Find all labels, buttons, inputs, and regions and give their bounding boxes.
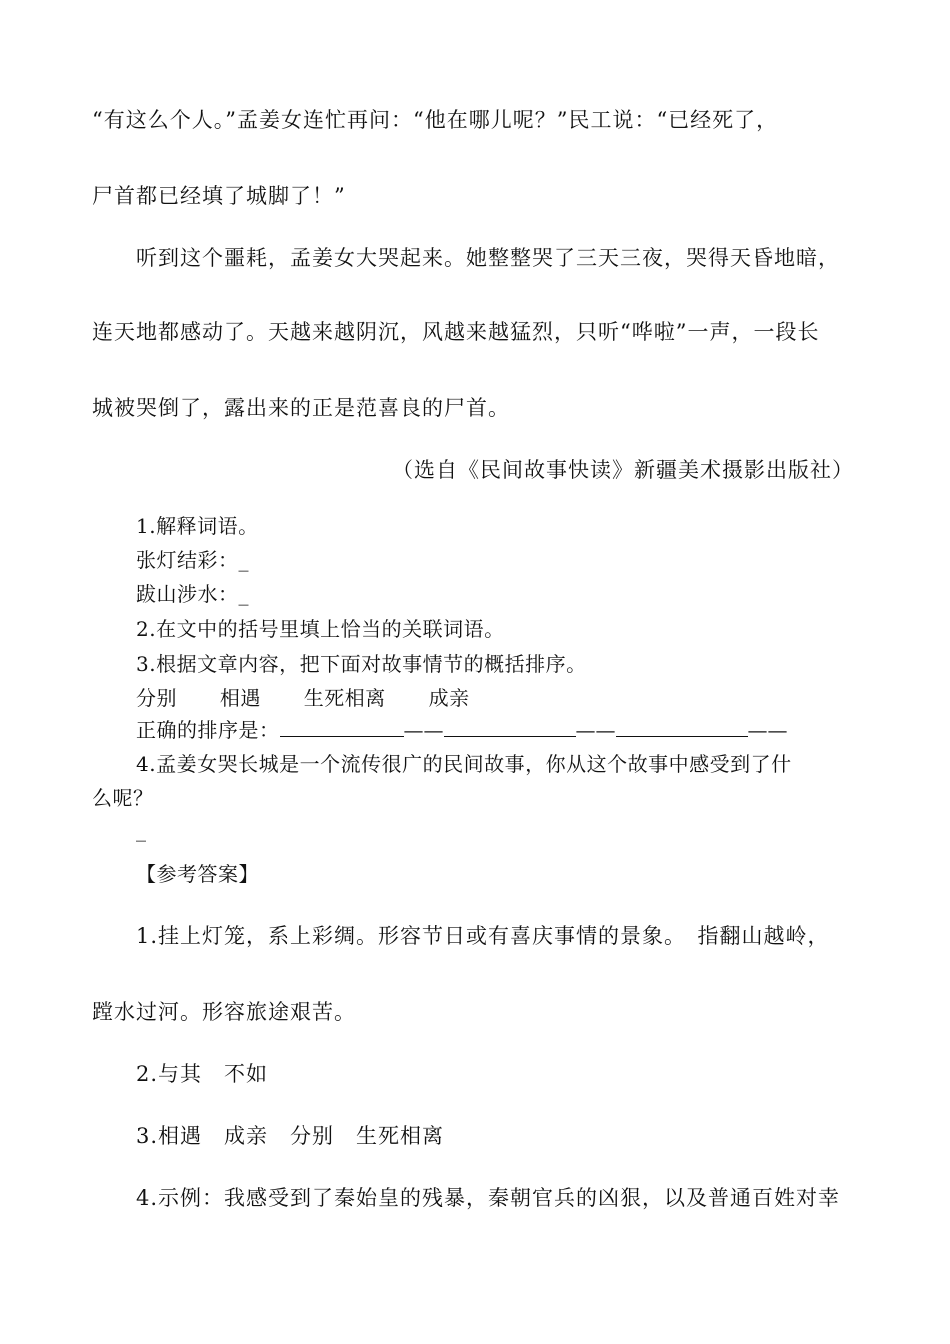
question-2: 2.在文中的括号里填上恰当的关联词语。 <box>136 617 505 641</box>
question-3: 3.根据文章内容，把下面对故事情节的概括排序。 <box>136 652 587 676</box>
option-1: 分别 <box>136 686 177 710</box>
question-1-item-b: 跋山涉水：_ <box>136 582 249 606</box>
question-1-title: 1.解释词语。 <box>136 514 259 538</box>
question-1-item-a: 张灯结彩：_ <box>136 548 249 572</box>
option-2: 相遇 <box>219 686 261 710</box>
option-4: 成亲 <box>428 686 470 710</box>
answer-4-line-1: 4.示例：我感受到了秦始皇的残暴，秦朝官兵的凶狠，以及普通百姓对幸 <box>136 1186 841 1210</box>
story-paragraph-2-line-2: 连天地都感动了。天越来越阴沉，风越来越猛烈，只听“哗啦”一声，一段长 <box>92 320 820 344</box>
story-paragraph-1-line-2: 尸首都已经填了城脚了！” <box>92 184 346 208</box>
order-blank-3[interactable] <box>616 718 748 737</box>
answer-1-line-2: 蹚水过河。形容旅途艰苦。 <box>92 1000 356 1024</box>
order-dash-1: —— <box>403 718 444 742</box>
source-citation: （选自《民间故事快读》新疆美术摄影出版社） <box>392 458 854 482</box>
answer-2: 2.与其 不如 <box>136 1062 269 1086</box>
question-3-answer-row <box>136 714 788 743</box>
answer-1-line-1: 1.挂上灯笼，系上彩绸。形容节日或有喜庆事情的景象。 指翻山越岭， <box>136 924 830 948</box>
order-prompt: 正确的排序是： <box>136 718 280 742</box>
answers-title: 【参考答案】 <box>136 862 259 886</box>
order-blank-2[interactable] <box>444 718 576 737</box>
story-paragraph-2-line-3: 城被哭倒了，露出来的正是范喜良的尸首。 <box>92 396 510 420</box>
question-3-options <box>136 682 470 711</box>
question-4-line-1: 4.孟姜女哭长城是一个流传很广的民间故事，你从这个故事中感受到了什 <box>136 752 792 776</box>
option-3: 生死相离 <box>303 686 386 710</box>
answer-3: 3.相遇 成亲 分别 生死相离 <box>136 1124 445 1148</box>
order-dash-2: —— <box>575 718 616 742</box>
question-4-answer-blank[interactable]: _ <box>136 818 147 842</box>
story-paragraph-1-line-1: “有这么个人。”孟姜女连忙再问：“他在哪儿呢？”民工说：“已经死了， <box>92 108 779 132</box>
order-blank-1[interactable] <box>280 718 404 737</box>
story-paragraph-2-line-1: 听到这个噩耗，孟姜女大哭起来。她整整哭了三天三夜，哭得天昏地暗， <box>136 246 840 270</box>
question-4-line-2: 么呢？ <box>92 786 154 810</box>
order-dash-3: —— <box>747 718 788 742</box>
